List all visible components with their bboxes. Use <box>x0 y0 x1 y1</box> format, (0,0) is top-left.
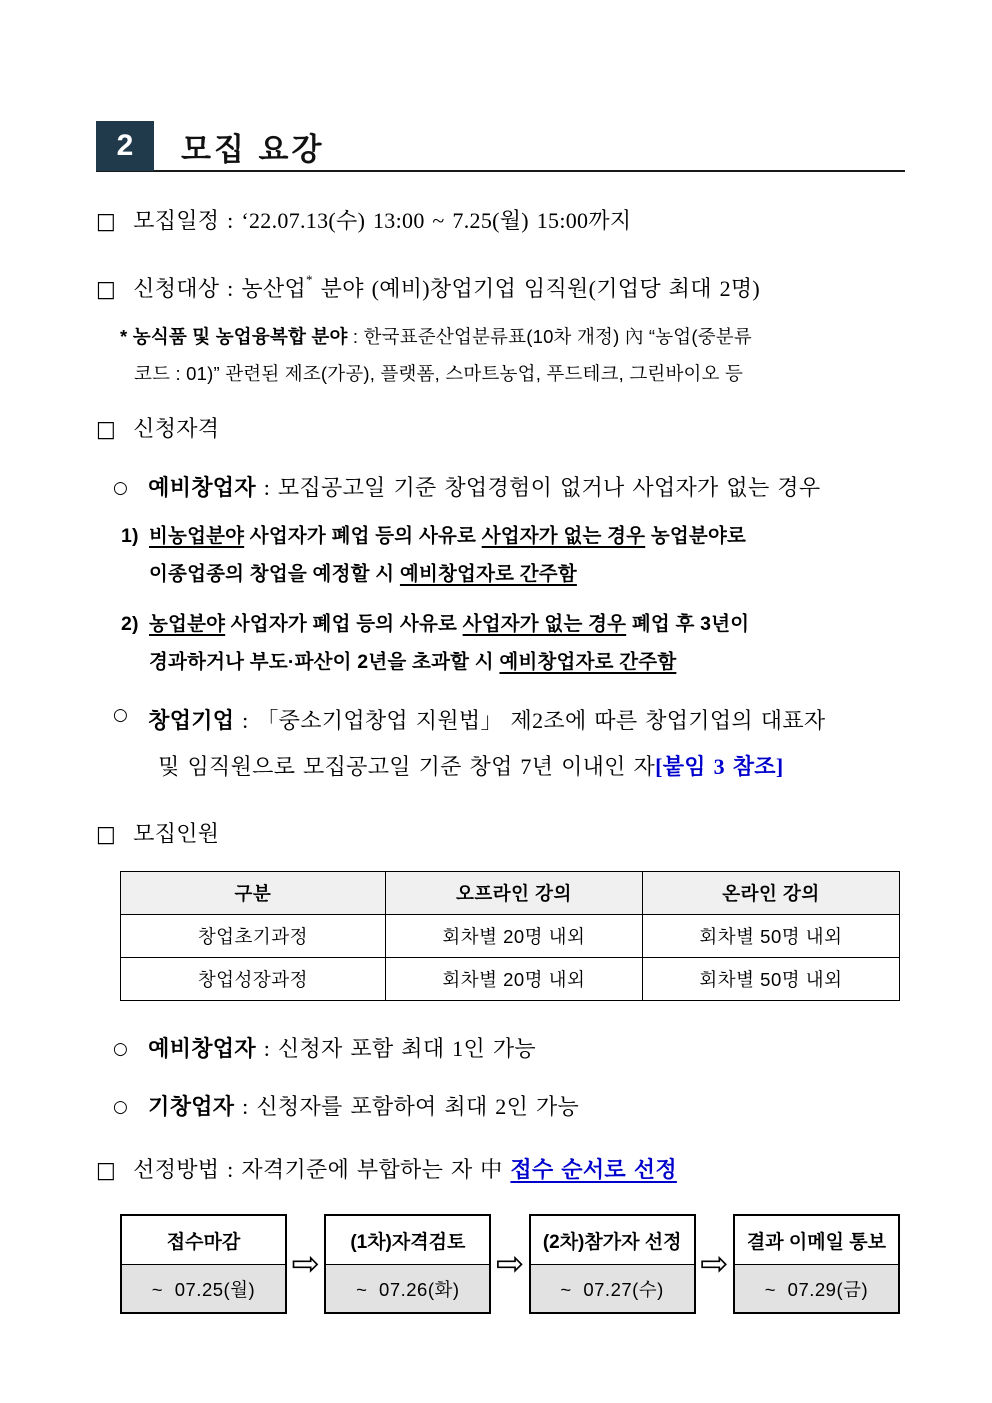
qualification-heading-line <box>96 412 905 446</box>
section-number-badge: 2 <box>96 121 154 171</box>
col-header-category: 구분 <box>121 872 386 915</box>
section-header <box>96 122 905 172</box>
circle-bullet: ○ <box>113 478 129 498</box>
cell-online-1: 회차별 50명 내외 <box>642 915 899 958</box>
schedule-text: 모집일정 : ‘22.07.13(수) 13:00 ~ 7.25(월) 15:00까지 <box>133 208 632 233</box>
footnote-line-1: * 농식품 및 농업융복합 분야 : 한국표준산업분류표(10차 개정) 內 “농업(중분류 <box>120 326 752 347</box>
footnote-line-2: 코드 : 01)” 관련된 제조(가공), 플랫폼, 스마트농업, 푸드테크, 그린바이오 등 <box>134 363 744 384</box>
arrow-right-icon: ⇨ <box>495 1244 525 1284</box>
target-text: 신청대상 : 농산업* 분야 (예비)창업기업 임직원(기업당 최대 2명) <box>133 272 761 301</box>
step-title: (2차)참가자 선정 <box>531 1216 694 1265</box>
item-2-line-2: 경과하거나 부도·파산이 2년을 초과할 시 예비창업자로 간주함 <box>149 651 677 673</box>
table-header-row <box>121 872 900 915</box>
item-1-line-1: 비농업분야 사업자가 폐업 등의 사유로 사업자가 없는 경우 농업분야로 <box>149 525 747 547</box>
flow-step-deadline <box>120 1214 287 1314</box>
selection-text: 선정방법 : 자격기준에 부합하는 자 中 접수 순서로 선정 <box>133 1157 677 1182</box>
cell-online-2: 회차별 50명 내외 <box>642 958 899 1001</box>
circle-bullet: ○ <box>113 1097 129 1117</box>
step-title: 결과 이메일 통보 <box>735 1216 898 1265</box>
pre-founder-text: 예비창업자 : 모집공고일 기준 창업경험이 없거나 사업자가 없는 경우 <box>148 475 821 500</box>
item-1-line-2: 이종업종의 창업을 예정할 시 예비창업자로 간주함 <box>149 563 577 585</box>
founder-line <box>113 698 905 790</box>
flow-step-review <box>324 1214 491 1314</box>
selection-flow <box>120 1214 900 1314</box>
recruit-heading-line <box>96 817 905 851</box>
recruit-heading: 모집인원 <box>133 821 220 846</box>
circle-bullet: ○ <box>113 705 129 725</box>
qualification-item-1 <box>121 517 905 593</box>
step-date: ~ 07.26(화) <box>326 1265 489 1312</box>
col-header-offline: 오프라인 강의 <box>385 872 642 915</box>
cell-offline-1: 회차별 20명 내외 <box>385 915 642 958</box>
pre-founder-count-line <box>113 1032 905 1066</box>
col-header-online: 온라인 강의 <box>642 872 899 915</box>
item-number: 1) <box>121 525 139 547</box>
item-number: 2) <box>121 613 139 635</box>
cell-course-2: 창업성장과정 <box>121 958 386 1001</box>
step-date: ~ 07.25(월) <box>122 1265 285 1312</box>
step-title: (1차)자격검토 <box>326 1216 489 1265</box>
arrow-right-icon: ⇨ <box>700 1244 729 1284</box>
target-footnote <box>120 318 905 392</box>
target-line <box>96 272 905 306</box>
pre-founder-line <box>113 471 905 505</box>
step-date: ~ 07.29(금) <box>735 1265 898 1312</box>
qualification-heading: 신청자격 <box>133 416 220 441</box>
pre-founder-count-text: 예비창업자 : 신청자 포함 최대 1인 가능 <box>148 1036 536 1061</box>
section-title: 모집 요강 <box>181 131 325 167</box>
founder-line-1: 창업기업 : 「중소기업창업 지원법」 제2조에 따른 창업기업의 대표자 <box>148 708 826 733</box>
founder-count-line <box>113 1090 905 1124</box>
square-bullet: □ <box>96 276 117 302</box>
selection-line <box>96 1153 905 1187</box>
square-bullet: □ <box>96 1157 117 1183</box>
square-bullet: □ <box>96 821 117 847</box>
recruit-table <box>120 871 900 1001</box>
item-2-line-1: 농업분야 사업자가 폐업 등의 사유로 사업자가 없는 경우 폐업 후 3년이 <box>149 613 750 635</box>
table-row <box>121 915 900 958</box>
founder-line-2: 및 임직원으로 모집공고일 기준 창업 7년 이내인 자[붙임 3 참조] <box>158 754 784 779</box>
arrow-right-icon: ⇨ <box>291 1244 320 1284</box>
flow-step-notify <box>733 1214 900 1314</box>
table-row <box>121 958 900 1001</box>
square-bullet: □ <box>96 208 117 234</box>
founder-count-text: 기창업자 : 신청자를 포함하여 최대 2인 가능 <box>148 1094 580 1119</box>
qualification-item-2 <box>121 605 905 681</box>
cell-course-1: 창업초기과정 <box>121 915 386 958</box>
circle-bullet: ○ <box>113 1039 129 1059</box>
cell-offline-2: 회차별 20명 내외 <box>385 958 642 1001</box>
schedule-line <box>96 204 905 238</box>
flow-step-selection <box>529 1214 696 1314</box>
step-title: 접수마감 <box>122 1216 285 1265</box>
square-bullet: □ <box>96 416 117 442</box>
step-date: ~ 07.27(수) <box>531 1265 694 1312</box>
